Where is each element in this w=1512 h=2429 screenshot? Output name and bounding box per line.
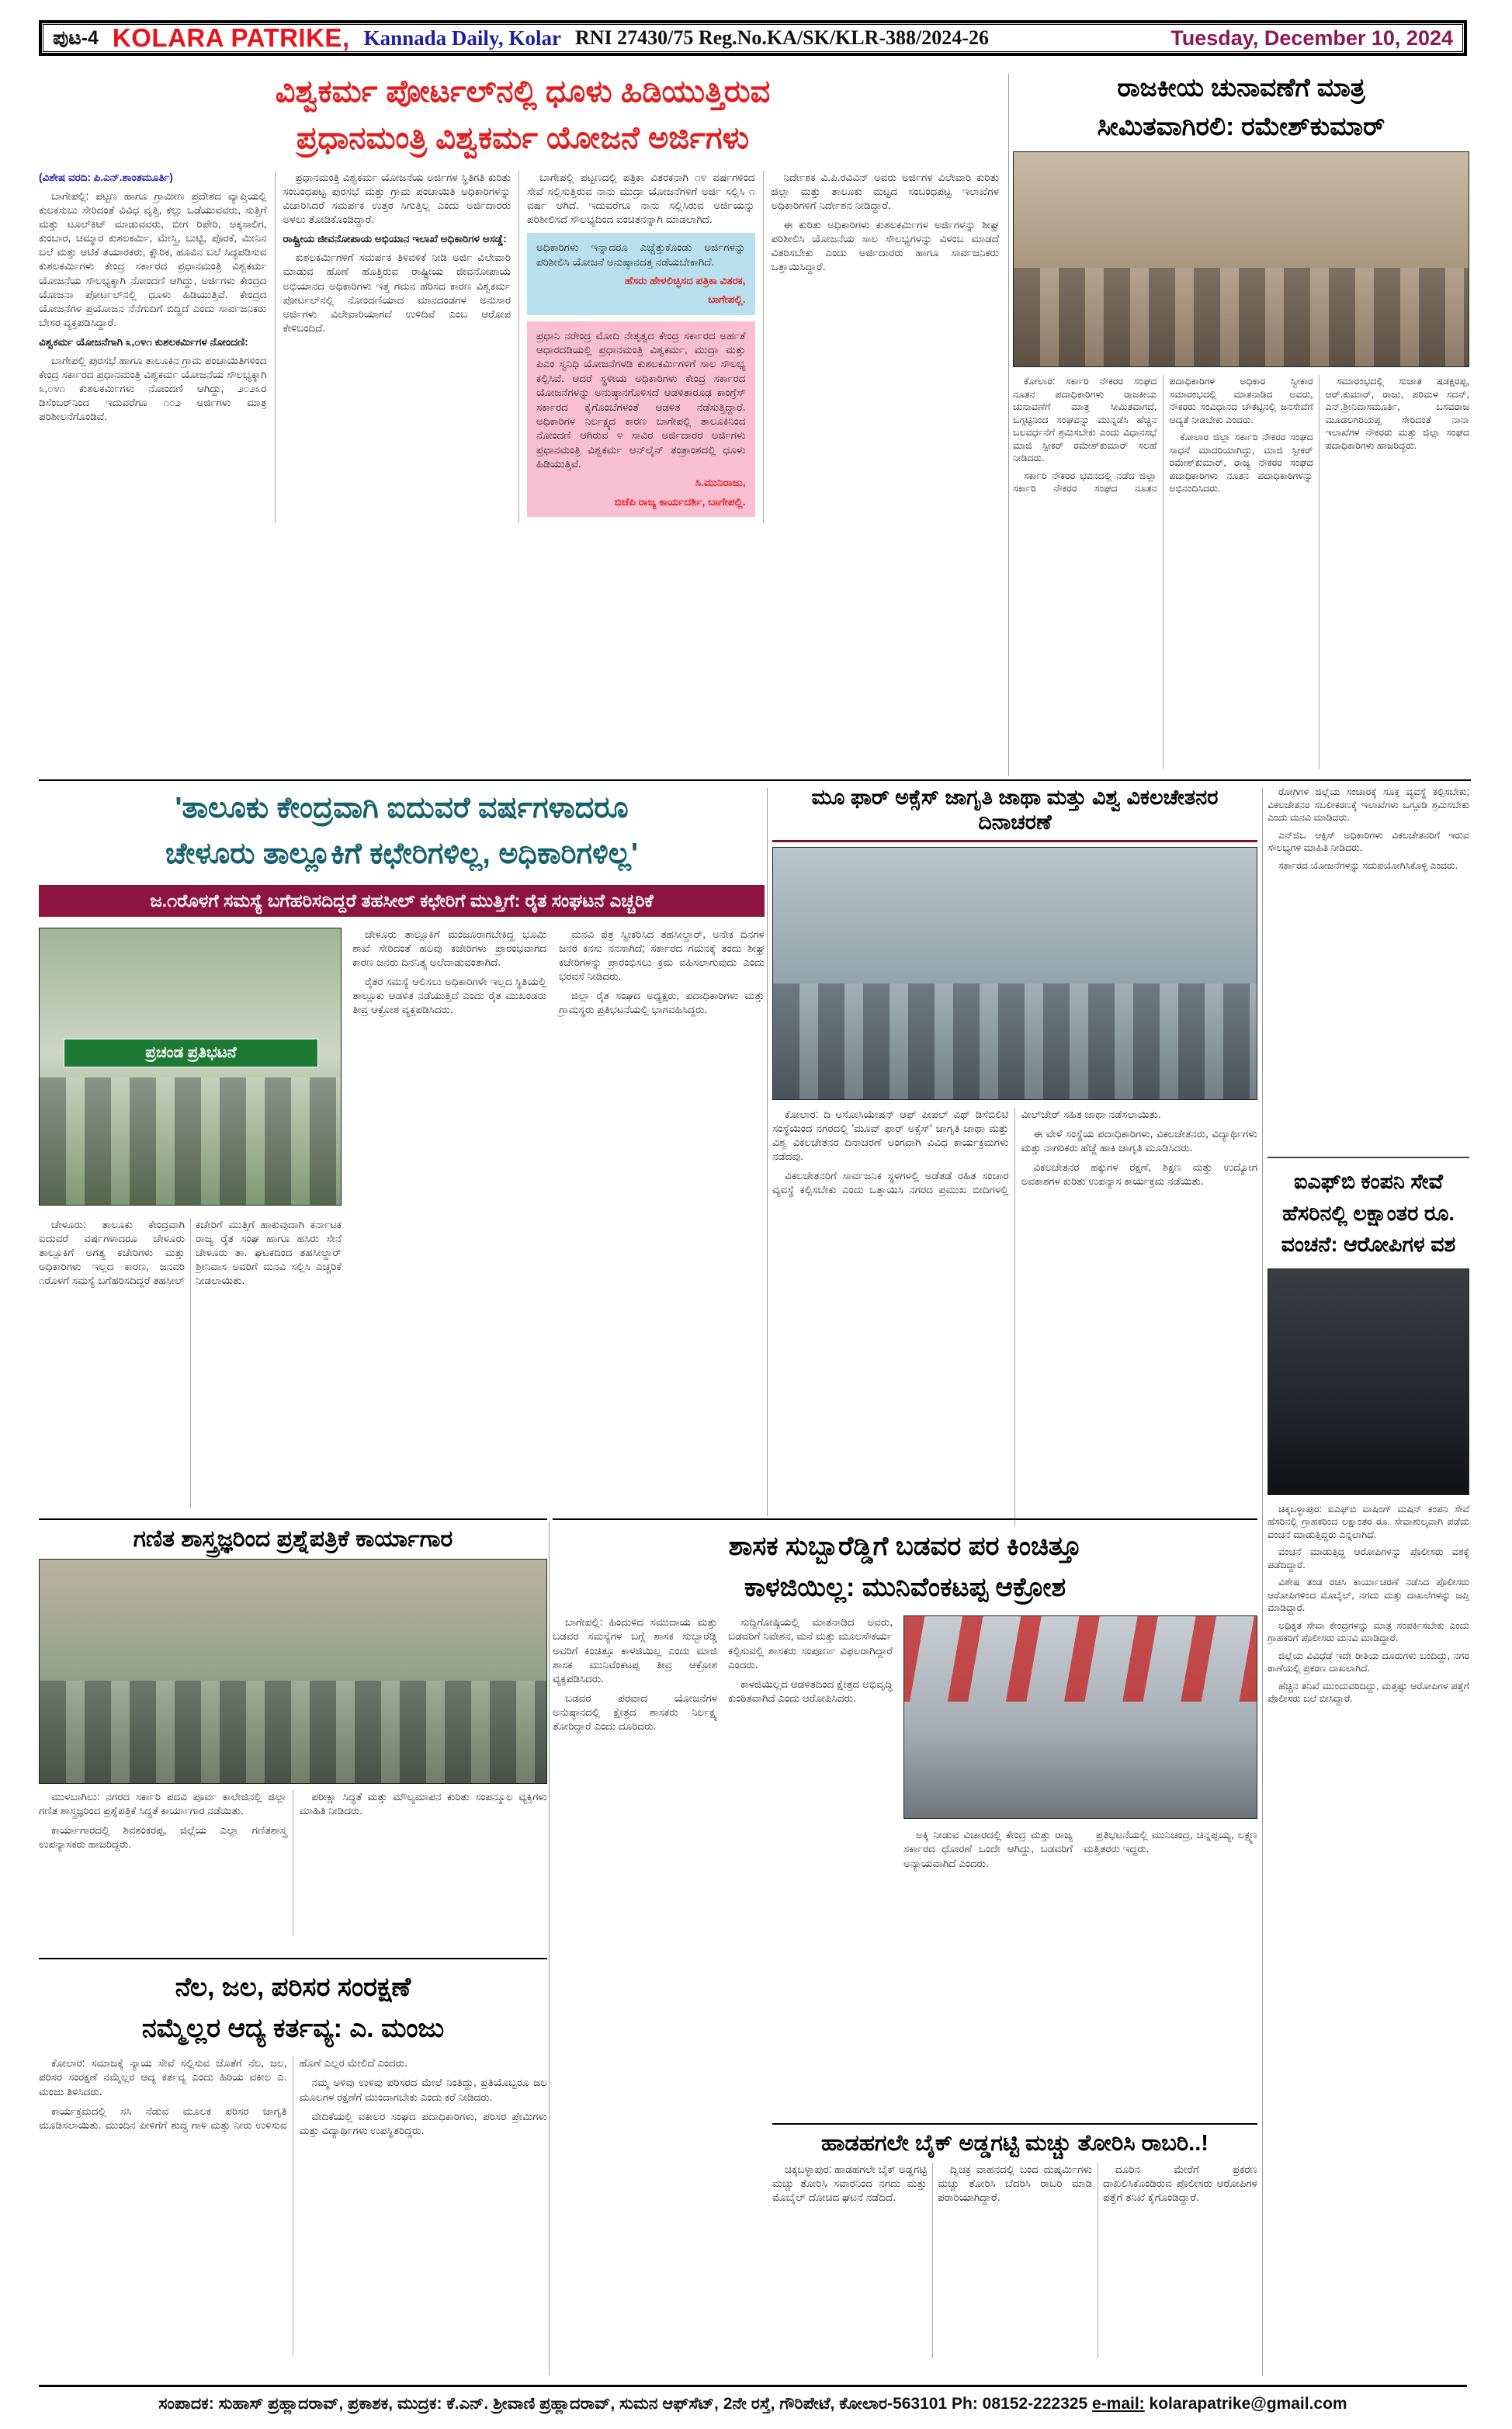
headline-line3: ವಂಚನೆ: ಆರೋಪಿಗಳ ವಶ: [1281, 1233, 1456, 1256]
photo-farmers-protest: [39, 928, 342, 1206]
body-paragraphs: ನಿರ್ದೇಶಕ ವಿ.ಪಿ.ರವಿವಿನ್ ಅವರು ಅರ್ಜಿಗಳ ವಿಲೇವಾರಿ ಕುರಿತು ಜಿಲ್ಲಾ ಮತ್ತು ತಾಲೂಕು ಮಟ್ಟದ ಸಂಬಂಧಪಟ್ಟ ಇಲಾಖೆಗಳ ಅಧಿಕಾರಿಗಳಿಗೆ ನಿರ್ದೇಶನ ನೀಡಿದ್ದಾರೆ. ಈ ಕುರಿತು ಅಧಿಕಾರಿಗಳು ಕುಶಲಕರ್ಮಿಗಳ ಅರ್ಜಿಗಳನ್ನು ಶೀಘ್ರ ಪರಿಶೀಲಿಸಿ ಯೋಜನೆಯ ಸಾಲ ಸೌಲಭ್ಯಗಳನ್ನು ವಿಳಂಬ ಮಾಡದೆ ವಿತರಿಸಬೇಕು ಎಂದು ಅರ್ಜಿದಾರರು ಹಾಗೂ ಸಾರ್ವಜನಿಕರು ಒತ್ತಾಯಿಸಿದ್ದಾರೆ.: [771, 172, 999, 273]
article-manju-headline: [39, 1967, 547, 2049]
headline-line1: 'ತಾಲೂಕು ಕೇಂದ್ರವಾಗಿ ಐದುವರೆ ವರ್ಷಗಳಾದರೂ: [175, 792, 629, 824]
body-paragraphs: ಚಿಕ್ಕಬಳ್ಳಾಪುರ: ಐಎಫ್‌ಬಿ ವಾಷಿಂಗ್ ಮಷಿನ್ ಕಂಪನಿ ಸೇವೆ ಹೆಸರಿನಲ್ಲಿ ಗ್ರಾಹಕರಿಂದ ಲಕ್ಷಾಂತರ ರೂ. ಸೇವಾಶುಲ್ಕವಾಗಿ ಪಡೆದು ವಂಚನೆ ಮಾಡುತ್ತಿದ್ದರು ಎನ್ನಲಾಗಿದೆ. ವಂಚನೆ ಮಾಡುತ್ತಿದ್ದ ಆರೋಪಿಗಳನ್ನು ಪೊಲೀಸರು ವಶಕ್ಕೆ ಪಡೆದಿದ್ದಾರೆ. ವಿಶೇಷ ತಂಡ ರಚಿಸಿ ಕಾರ್ಯಾಚರಣೆ ನಡೆಸಿದ ಪೊಲೀಸರು ಆರೋಪಿಗಳಿಂದ ಮೊಬೈಲ್, ನಗದು ಮತ್ತು ದಾಖಲೆಗಳನ್ನು ಜಪ್ತಿ ಮಾಡಿದ್ದಾರೆ. ಅಧಿಕೃತ ಸೇವಾ ಕೇಂದ್ರಗಳನ್ನು ಮಾತ್ರ ಸಂಪರ್ಕಿಸಬೇಕು ಎಂದು ಗ್ರಾಹಕರಿಗೆ ಪೊಲೀಸರು ಮನವಿ ಮಾಡಿದ್ದಾರೆ. ಜಿಲ್ಲೆಯ ವಿವಿಧೆಡೆ ಇದೇ ರೀತಿಯ ದೂರುಗಳು ಬಂದಿದ್ದು, ನಗರ ಠಾಣೆಯಲ್ಲಿ ಪ್ರಕರಣ ದಾಖಲಾಗಿದೆ. ಹೆಚ್ಚಿನ ತನಿಖೆ ಮುಂದುವರಿದಿದ್ದು, ಮತ್ತಷ್ಟು ಆರೋಪಿಗಳ ಪತ್ತೆಗೆ ಪೊಲೀಸರು ಬಲೆ ಬೀಸಿದ್ದಾರೆ.: [1268, 1503, 1469, 1704]
body-paragraphs: ಪ್ರಧಾನಮಂತ್ರಿ ವಿಶ್ವಕರ್ಮ ಯೋಜನೆಯ ಅರ್ಜಿಗಳ ಸ್ಥಿತಿಗತಿ ಕುರಿತು ಸಂಬಂಧಪಟ್ಟ ಪುರಸಭೆ ಮತ್ತು ಗ್ರಾಮ ಪಂಚಾಯಿತಿ ಅಧಿಕಾರಿಗಳನ್ನು ವಿಚಾರಿಸಿದರೆ ಸಮರ್ಪಕ ಉತ್ತರ ಸಿಗುತ್ತಿಲ್ಲ ಎಂದು ಅರ್ಜಿದಾರರು ಅಳಲು ತೋಡಿಕೊಂಡಿದ್ದಾರೆ.: [283, 172, 511, 226]
body-paragraphs: ಮನವಿ ಪತ್ರ ಸ್ವೀಕರಿಸಿದ ತಹಸೀಲ್ದಾರ್, ಅನೇಕ ದಿನಗಳ ಜನರ ಕನಸು ನನಸಾಗಿದೆ; ಸರ್ಕಾರದ ಗಮನಕ್ಕೆ ತಂದು ಶೀಘ್ರ ಕಚೇರಿಗಳನ್ನು ಪ್ರಾರಂಭಿಸಲು ಕ್ರಮ ವಹಿಸಲಾಗುವುದು ಎಂದು ಭರವಸೆ ನೀಡಿದರು. ಜಿಲ್ಲಾ ರೈತ ಸಂಘದ ಅಧ್ಯಕ್ಷರು, ಪದಾಧಿಕಾರಿಗಳು ಮತ್ತು ಗ್ರಾಮಸ್ಥರು ಪ್ರತಿಭಟನೆಯಲ್ಲಿ ಭಾಗವಹಿಸಿದ್ದರು.: [559, 928, 765, 1016]
section-divider: [39, 779, 1471, 781]
article-chelur-offices: [39, 786, 765, 1511]
article-subbareddy-headline: [553, 1526, 1257, 1608]
body-paragraphs: ಕೋಲಾರ: ದಿ ಅಸೋಸಿಯೇಷನ್ ಆಫ್ ಪೀಪಲ್ ವಿಥ್ ಡಿಸೆಬಿಲಿಟಿ ಸಂಸ್ಥೆಯಿಂದ ನಗರದಲ್ಲಿ 'ಮೂವ್ ಫಾರ್ ಅಕ್ಸೆಸ್' ಜಾಗೃತಿ ಜಾಥಾ ಮತ್ತು ವಿಶ್ವ ವಿಕಲಚೇತನರ ದಿನಾಚರಣೆ ಅಂಗವಾಗಿ ವಿವಿಧ ಕಾರ್ಯಕ್ರಮಗಳು ನಡೆದವು. ವಿಕಲಚೇತನರಿಗೆ ಸಾರ್ವಜನಿಕ ಸ್ಥಳಗಳಲ್ಲಿ ಅಡೆತಡೆ ರಹಿತ ಸಂಚಾರ ವ್ಯವಸ್ಥೆ ಕಲ್ಪಿಸಬೇಕು ಎಂದು ಒತ್ತಾಯಿಸಿ ನಗರದ ಪ್ರಮುಖ ಬೀದಿಗಳಲ್ಲಿ ವೀಲ್‌ಚೇರ್ ಸಹಿತ ಜಾಥಾ ನಡೆಸಲಾಯಿತು. ಈ ವೇಳೆ ಸಂಸ್ಥೆಯ ಪದಾಧಿಕಾರಿಗಳು, ವಿಕಲಚೇತನರು, ವಿದ್ಯಾರ್ಥಿಗಳು ಮತ್ತು ನಾಗರಿಕರು ಹೆಜ್ಜೆ ಹಾಕಿ ಜಾಗೃತಿ ಮೂಡಿಸಿದರು. ವಿಕಲಚೇತನರ ಹಕ್ಕುಗಳ ರಕ್ಷಣೆ, ಶಿಕ್ಷಣ ಮತ್ತು ಉದ್ಯೋಗ ಅವಕಾಶಗಳ ಕುರಿತು ಉಪನ್ಯಾಸ ಕಾರ್ಯಕ್ರಮ ನಡೆಯಿತು.: [772, 1109, 1257, 1196]
quote-attribution-role: ಬಿಜೆಪಿ ರಾಜ್ಯ ಕಾರ್ಯದರ್ಶಿ, ಬಾಗೇಪಲ್ಲಿ.: [614, 495, 746, 508]
quote-box-bjp-secretary: [527, 321, 755, 517]
paper-subtitle: Kannada Daily, Kolar: [363, 26, 561, 50]
article-column: [39, 171, 275, 523]
imprint-text: ಸಂಪಾದಕ: ಸುಹಾಸ್ ಪ್ರಹ್ಲಾದರಾವ್, ಪ್ರಕಾಶಕ, ಮುದ್ರಕ: ಕೆ.ಎನ್. ಶ್ರೀವಾಣಿ ಪ್ರಹ್ಲಾದರಾವ್, ಸುಮನ ಆಫ್‌ಸೆಟ್, 2ನೇ ರಸ್ತೆ, ಗೌರಿಪೇಟೆ, ಕೋಲಾರ-563101: [158, 2395, 948, 2413]
headline-line2: ಕಾಳಜಿಯಿಲ್ಲ: ಮುನಿವೆಂಕಟಪ್ಪ ಆಕ್ರೋಶ: [744, 1572, 1066, 1602]
protest-banner-text: ಪ್ರಚಂಡ ಪ್ರತಿಭಟನೆ: [64, 1039, 318, 1067]
quote-text: ಪ್ರಧಾನಿ ನರೇಂದ್ರ ಮೋದಿ ನೇತೃತ್ವದ ಕೇಂದ್ರ ಸರ್ಕಾರದ ಅರ್ಹತೆ ಆಧಾರದಡಿಯಲ್ಲಿ ಪ್ರಧಾನಮಂತ್ರಿ ವಿಶ್ವಕರ್ಮ, ಮುದ್ರಾ ಮತ್ತು ಪಿಎಂ ಸ್ವನಿಧಿ ಯೋಜನೆಗಳಡಿ ಕುಶಲಕರ್ಮಿಗಳಿಗೆ ಸಾಲ ಸೌಲಭ್ಯ ಕಲ್ಪಿಸಿವೆ. ಆದರೆ ಸ್ಥಳೀಯ ಅಧಿಕಾರಿಗಳು ಕೇಂದ್ರ ಸರ್ಕಾರದ ಯೋಜನೆಗಳನ್ನು ಅನುಷ್ಠಾನಗೊಳಿಸದೆ ಆಡಳಿತಾರೂಢ ಕಾಂಗ್ರೆಸ್ ಸರ್ಕಾರದ ಕೈಗೊಂಬೆಗಳಂತೆ ಆಡಳಿತ ನಡೆಸುತ್ತಿದ್ದಾರೆ. ಅಧಿಕಾರಿಗಳ ನಿರ್ಲಕ್ಷ್ಯದ ಕಾರಣ ಬಾಗೇಪಲ್ಲಿ ತಾಲೂಕಿನಿಂದ ನೋಂದಣಿ ಆಗಿರುವ ೪ ಸಾವಿರ ಅರ್ಜಿದಾರರ ಅರ್ಜಿಗಳು ಪ್ರಧಾನಮಂತ್ರಿ ವಿಶ್ವಕರ್ಮ ಆನ್‌ಲೈನ್ ತಂತ್ರಾಂಶದಲ್ಲಿ ಧೂಳು ಹಿಡಿಯುತ್ತಿವೆ.: [536, 329, 746, 470]
article-subbareddy: [553, 1518, 1257, 2112]
sub-headline: ರಾಷ್ಟ್ರೀಯ ಜೀವನೋಪಾಯ ಅಭಿಯಾನ ಇಲಾಖೆ ಅಧಿಕಾರಿಗಳ ಅಸಡ್ಡೆ:: [283, 233, 507, 245]
article-vishwakarma-headline: [39, 68, 1007, 161]
article-vishwakarma: [39, 68, 1007, 523]
paper-name: KOLARA PATRIKE,: [112, 23, 350, 52]
quote-attribution: ಸಿ.ಮುನಿರಾಜು,: [695, 477, 746, 489]
article-ramesh-kumar: [1013, 68, 1469, 769]
article-ifb-headline: [1268, 1166, 1469, 1261]
headline-rule: [772, 840, 1257, 842]
photo-red-flag-protest: [903, 1615, 1257, 1819]
headline-line2: ಪ್ರಧಾನಮಂತ್ರಿ ವಿಶ್ವಕರ್ಮ ಯೋಜನೆ ಅರ್ಜಿಗಳು: [296, 121, 750, 155]
article-chelur-headline: [39, 786, 765, 877]
body-paragraphs: ಕೋಲಾರ: ಸಮಾಜಕ್ಕೆ ನ್ಯಾಯ ಸೇವೆ ಸಲ್ಲಿಸುವ ಜೊತೆಗೆ ನೆಲ, ಜಲ, ಪರಿಸರ ಸಂರಕ್ಷಣೆ ನಮ್ಮೆಲ್ಲರ ಆದ್ಯ ಕರ್ತವ್ಯ ಎಂದು ಹಿರಿಯ ವಕೀಲ ಎ. ಮಂಜು ತಿಳಿಸಿದರು. ಕಾರ್ಯಕ್ರಮದಲ್ಲಿ ಸಸಿ ನೆಡುವ ಮೂಲಕ ಪರಿಸರ ಜಾಗೃತಿ ಮೂಡಿಸಲಾಯಿತು. ಮುಂದಿನ ಪೀಳಿಗೆಗೆ ಶುದ್ಧ ಗಾಳಿ ಮತ್ತು ನೀರು ಉಳಿಸುವ ಹೊಣೆ ಎಲ್ಲರ ಮೇಲಿದೆ ಎಂದರು. ನಮ್ಮ ಅಳಿವು ಉಳಿವು ಪರಿಸರದ ಮೇಲೆ ನಿಂತಿದ್ದು, ಪ್ರತಿಯೊಬ್ಬರೂ ಜಲ ಮೂಲಗಳ ರಕ್ಷಣೆಗೆ ಮುಂದಾಗಬೇಕು ಎಂದು ಕರೆ ನೀಡಿದರು. ವೇದಿಕೆಯಲ್ಲಿ ವಕೀಲರ ಸಂಘದ ಪದಾಧಿಕಾರಿಗಳು, ಪರಿಸರ ಪ್ರೇಮಿಗಳು ಮತ್ತು ವಿದ್ಯಾರ್ಥಿಗಳು ಉಪಸ್ಥಿತರಿದ್ದರು.: [39, 2057, 547, 2136]
column-divider: [1262, 788, 1263, 2375]
article-math-headline: ಗಣಿತ ಶಾಸ್ತ್ರಜ್ಞರಿಂದ ಪ್ರಶ್ನೆಪತ್ರಿಕೆ ಕಾರ್ಯಾಗಾರ: [133, 1526, 453, 1552]
article-access-headline: ಮೂ ಫಾರ್ ಅಕ್ಸೆಸ್ ಜಾಗೃತಿ ಜಾಥಾ ಮತ್ತು ವಿಶ್ವ ವಿಕಲಚೇತನರ ದಿನಾಚರಣೆ: [811, 786, 1219, 834]
body-paragraphs: ಚೇಳೂರು: ತಾಲೂಕು ಕೇಂದ್ರವಾಗಿ ಐದುವರೆ ವರ್ಷಗಳಾದರೂ ಚೇಳೂರು ತಾಲ್ಲೂಕಿಗೆ ಅಗತ್ಯ ಕಚೇರಿಗಳು ಮತ್ತು ಅಧಿಕಾರಿಗಳು ಇಲ್ಲದ ಕಾರಣ, ಜನವರಿ ೧ರೊಳಗೆ ಸಮಸ್ಯೆ ಬಗೆಹರಿಸದಿದ್ದರೆ ತಹಸೀಲ್ ಕಚೇರಿಗೆ ಮುತ್ತಿಗೆ ಹಾಕುವುದಾಗಿ ಕರ್ನಾಟಕ ರಾಜ್ಯ ರೈತ ಸಂಘ ಹಾಗೂ ಹಸಿರು ಸೇನೆ ಚೇಳೂರು ತಾ. ಘಟಕದಿಂದ ತಹಸೀಲ್ದಾರ್ ಶ್ರೀನಿವಾಸ ಅವರಿಗೆ ಮನವಿ ಸಲ್ಲಿಸಿ ಎಚ್ಚರಿಕೆ ನೀಡಲಾಯಿತು.: [39, 1218, 342, 1287]
column-divider: [1008, 74, 1009, 776]
headline-line2: ಚೇಳೂರು ತಾಲ್ಲೂಕಿಗೆ ಕಛೇರಿಗಳಿಲ್ಲ, ಅಧಿಕಾರಿಗಳಿಲ್ಲ': [165, 837, 638, 870]
rni-registration: RNI 27430/75 Reg.No.KA/SK/KLR-388/2024-26: [574, 26, 989, 49]
body-paragraphs: ಬಾಗೇಪಲ್ಲಿ: ಪಟ್ಟಣ ಹಾಗೂ ಗ್ರಾಮೀಣ ಪ್ರದೇಶದ ವ್ಯಾಪ್ತಿಯಲ್ಲಿ ಕುಲಕಸುಬು ಸೇರಿದಂತೆ ವಿವಿಧ ವೃತ್ತಿ, ಕಲ್ಲು ಒಡೆಯುವವರು, ಸುತ್ತಿಗೆ ಮತ್ತು ಟೂಲ್‌ಕಿಟ್ ಮಾಡುವವರು, ಬೀಗ ರಿಪೇರಿ, ಅಕ್ಕಸಾಲಿಗ, ಕುಂಬಾರ, ಚಮ್ಮಾರ ಕುಶಲಕರ್ಮಿ, ಮೇಸ್ತ್ರಿ, ಬುಟ್ಟಿ, ಪೊರಕೆ, ಮೀನಿನ ಬಲೆ ಮತ್ತು ಆಟಿಕೆ ತಯಾರಕರು, ಕ್ಷೌರಿಕ, ಹೂವಿನ ಬಲೆ ಸಿದ್ಧಪಡಿಸುವ ಕುಶಲಕರ್ಮಿಗಳು ಕೇಂದ್ರ ಸರ್ಕಾರದ ಪ್ರಧಾನಮಂತ್ರಿ ವಿಶ್ವಕರ್ಮ ಯೋಜನೆಯ ಸೌಲಭ್ಯಕ್ಕಾಗಿ ನೋಂದಣಿ ಆಗಿದ್ದು, ಅರ್ಜಿಗಳು ಕೇಂದ್ರದ ಯೋಜನಾ ಪೋರ್ಟಲ್‌ನಲ್ಲಿ ಧೂಳು ಹಿಡಿಯುತ್ತಿವೆ. ಕೇಂದ್ರದ ಯೋಜನೆಗಳ ಪ್ರಯೋಜನ ನೆನೆಗುದಿಗೆ ಬಿದ್ದಿದೆ ಎಂದು ಸಾರ್ವಜನಿಕರು ಬೇಸರ ವ್ಯಕ್ತಪಡಿಸಿದ್ದಾರೆ.: [39, 190, 267, 328]
headline-line1: ನೆಲ, ಜಲ, ಪರಿಸರ ಸಂರಕ್ಷಣೆ: [175, 1973, 411, 2002]
photo-workshop-sapling: [39, 1559, 547, 1784]
body-paragraphs: ಬಾಗೇಪಲ್ಲಿ ಪಟ್ಟಣದಲ್ಲಿ ಪತ್ರಿಕಾ ವಿತರಕನಾಗಿ ೧೪ ವರ್ಷಗಳಿಂದ ಸೇವೆ ಸಲ್ಲಿಸುತ್ತಿರುವ ನಾನು ಮುದ್ರಾ ಯೋಜನೆಗಳಿಗೆ ಅರ್ಜಿ ಸಲ್ಲಿಸಿ ೧ ವರ್ಷ ಆಗಿದೆ. ಇದುವರೆಗೂ ನಾನು ಸಲ್ಲಿಸಿರುವ ಅರ್ಜಿಯನ್ನು ಪರಿಶೀಲಿಸದೆ ಸೌಲಭ್ಯದಿಂದ ವಂಚಿತನನ್ನಾಗಿ ಮಾಡಲಾಗಿದೆ.: [527, 172, 755, 226]
column-divider: [549, 1522, 550, 2375]
photo-accused-custody: [1268, 1268, 1469, 1495]
body-paragraphs: ಅಕ್ಕಿ ನೀಡುವ ವಿಚಾರದಲ್ಲಿ ಕೇಂದ್ರ ಮತ್ತು ರಾಜ್ಯ ಸರ್ಕಾರದ ಧೋರಣೆ ಒಂದೇ ಆಗಿದ್ದು, ಬಡವರಿಗೆ ಅನ್ಯಾಯವಾಗಿದೆ ಎಂದರು.: [903, 1829, 1073, 1869]
body-paragraphs: ಚೇಳೂರು ತಾಲ್ಲೂಕಿಗೆ ಮಂಜೂರಾಗಬೇಕಿದ್ದ ಭೂಮಿ ಶಾಖೆ ಸೇರಿದಂತೆ ಹಲವು ಕಚೇರಿಗಳು ಪ್ರಾರಂಭವಾಗದ ಕಾರಣ ಜನರು ದಿನನಿತ್ಯ ಅಲೆದಾಡುವಂತಾಗಿದೆ. ರೈತರ ಸಮಸ್ಯೆ ಆಲಿಸಲು ಅಧಿಕಾರಿಗಳೇ ಇಲ್ಲದ ಸ್ಥಿತಿಯಲ್ಲಿ ತಾಲ್ಲೂಕು ಆಡಳಿತ ನಡೆಯುತ್ತಿದೆ ಎಂದು ರೈತ ಮುಖಂಡರು ತೀವ್ರ ಆಕ್ರೋಶ ವ್ಯಕ್ತಪಡಿಸಿದರು.: [352, 928, 546, 1016]
masthead: [39, 20, 1467, 56]
headline-line1: ರಾಜಕೀಯ ಚುನಾವಣೆಗೆ ಮಾತ್ರ: [1117, 73, 1365, 102]
article-column: [763, 171, 1007, 523]
headline-line2: ನಮ್ಮೆಲ್ಲರ ಆದ್ಯ ಕರ್ತವ್ಯ: ಎ. ಮಂಜು: [141, 2013, 445, 2043]
imprint-line: [39, 2385, 1467, 2413]
article-manju-environment: [39, 1958, 547, 2356]
sub-headline-bar: ಜ.೧ರೊಳಗೆ ಸಮಸ್ಯೆ ಬಗೆಹರಿಸದಿದ್ದರೆ ತಹಸೀಲ್ ಕಛೇರಿಗೆ ಮುತ್ತಿಗೆ: ರೈತ ಸಂಘಟನೆ ಎಚ್ಚರಿಕೆ: [39, 885, 765, 917]
body-paragraphs: ಚಿಕ್ಕಬಳ್ಳಾಪುರ: ಹಾಡಹಗಲೇ ಬೈಕ್ ಅಡ್ಡಗಟ್ಟಿ ಮಚ್ಚು ತೋರಿಸಿ ಸವಾರನಿಂದ ನಗದು ಮತ್ತು ಮೊಬೈಲ್ ದೋಚಿದ ಘಟನೆ ನಡೆದಿದೆ. ದ್ವಿಚಕ್ರ ವಾಹನದಲ್ಲಿ ಬಂದ ದುಷ್ಕರ್ಮಿಗಳು ಮಚ್ಚು ತೋರಿಸಿ ಬೆದರಿಸಿ ರಾಬರಿ ಮಾಡಿ ಪರಾರಿಯಾಗಿದ್ದಾರೆ. ದೂರಿನ ಮೇರೆಗೆ ಪ್ರಕರಣ ದಾಖಲಿಸಿಕೊಂಡಿರುವ ಪೊಲೀಸರು ಆರೋಪಿಗಳ ಪತ್ತೆಗೆ ತನಿಖೆ ಕೈಗೊಂಡಿದ್ದಾರೆ.: [772, 2164, 1257, 2204]
article-column: [275, 171, 519, 523]
photo-felicitation-group: [1013, 151, 1469, 367]
quote-attribution-place: ಬಾಗೇಪಲ್ಲಿ.: [708, 293, 746, 306]
article-bike-robbery: [772, 2123, 1257, 2358]
quote-text: ಅಧಿಕಾರಿಗಳು ಇನ್ನಾದರೂ ಎಚ್ಚೆತ್ತುಕೊಂಡು ಅರ್ಜಿಗಳನ್ನು ಪರಿಶೀಲಿಸಿ ಯೋಜನೆ ಅನುಷ್ಠಾನದತ್ತ ನಡೆಯಬೇಕಾಗಿದೆ.: [536, 241, 746, 268]
sub-headline: ವಿಶ್ವಕರ್ಮ ಯೋಜನೆಗಾಗಿ ೩,೦೪೧ ಕುಶಲಕರ್ಮಿಗಳ ನೋಂದಣಿ:: [39, 335, 248, 348]
page-number-label: ಪುಟ-4: [53, 26, 99, 49]
right-rail: [1268, 786, 1469, 2347]
headline-line2: ಹೆಸರಿನಲ್ಲಿ ಲಕ್ಷಾಂತರ ರೂ.: [1282, 1201, 1455, 1225]
column-divider: [767, 788, 768, 1516]
body-paragraphs: ಪ್ರತಿಭಟನೆಯಲ್ಲಿ ಮುನಿಚಂದ್ರ, ಚಿನ್ನಪ್ಪಯ್ಯ, ಲಕ್ಷ್ಮಣ ಮತ್ತಿತರರು ಇದ್ದರು.: [1084, 1829, 1257, 1855]
quote-box-distributor: [527, 233, 755, 314]
body-paragraphs: ಬಾಗೇಪಲ್ಲಿ: ಹಿಂದುಳಿದ ಸಮುದಾಯ ಮತ್ತು ಬಡವರ ಸಮಸ್ಯೆಗಳ ಬಗ್ಗೆ ಶಾಸಕ ಸುಬ್ಬಾರೆಡ್ಡಿ ಅವರಿಗೆ ಕಿಂಚಿತ್ತೂ ಕಾಳಜಿಯಿಲ್ಲ ಎಂದು ಮಾಜಿ ಶಾಸಕ ಮುನಿವೆಂಕಟಪ್ಪ ತೀವ್ರ ಆಕ್ರೋಶ ವ್ಯಕ್ತಪಡಿಸಿದರು. ಬಡವರ ಪರವಾದ ಯೋಜನೆಗಳ ಅನುಷ್ಠಾನದಲ್ಲಿ ಕ್ಷೇತ್ರದ ಶಾಸಕರು ನಿರ್ಲಕ್ಷ್ಯ ತೋರಿದ್ದಾರೆ ಎಂದು ದೂರಿದರು.: [553, 1616, 717, 1732]
body-paragraphs: ಕುಶಲಕರ್ಮಿಗಳಿಗೆ ಸಮರ್ಪಕ ತಿಳಿವಳಿಕೆ ನೀಡಿ ಅರ್ಜಿ ವಿಲೇವಾರಿ ಮಾಡುವ ಹೊಣೆ ಹೊತ್ತಿರುವ ರಾಷ್ಟ್ರೀಯ ಜೀವನೋಪಾಯ ಅಭಿಯಾನದ ಅಧಿಕಾರಿಗಳು ಇತ್ತ ಗಮನ ಹರಿಸದ ಕಾರಣ ವಿಶ್ವಕರ್ಮ ಪೋರ್ಟಲ್‌ನಲ್ಲಿ ನೋಂದಣಿಯಾದ ಮಾನದಂಡಗಳ ಅನುಸಾರ ಅರ್ಜಿಗಳು ವಿಲೇವಾರಿಯಾಗದೆ ಉಳಿದಿವೆ ಎಂಬ ಆರೋಪ ಕೇಳಿಬಂದಿದೆ.: [283, 252, 511, 334]
headline-line1: ಶಾಸಕ ಸುಬ್ಬಾರೆಡ್ಡಿಗೆ ಬಡವರ ಪರ ಕಿಂಚಿತ್ತೂ: [728, 1532, 1082, 1561]
issue-date: Tuesday, December 10, 2024: [1170, 26, 1453, 50]
body-paragraphs: ಮುಳಬಾಗಿಲು: ನಗರದ ಸರ್ಕಾರಿ ಪದವಿ ಪೂರ್ವ ಕಾಲೇಜಿನಲ್ಲಿ ಜಿಲ್ಲಾ ಗಣಿತ ಶಾಸ್ತ್ರಜ್ಞರಿಂದ ಪ್ರಶ್ನೆಪತ್ರಿಕೆ ಸಿದ್ಧತೆ ಕಾರ್ಯಾಗಾರ ನಡೆಯಿತು. ಕಾರ್ಯಾಗಾರದಲ್ಲಿ ಶಿವಶಂಕರಪ್ಪ, ಜಿಲ್ಲೆಯ ಎಲ್ಲಾ ಗಣಿತಶಾಸ್ತ್ರ ಉಪನ್ಯಾಸಕರು ಹಾಜರಿದ್ದರು. ಪರೀಕ್ಷಾ ಸಿದ್ಧತೆ ಮತ್ತು ಮೌಲ್ಯಮಾಪನ ಕುರಿತು ಸಂಪನ್ಮೂಲ ವ್ಯಕ್ತಿಗಳು ಮಾಹಿತಿ ನೀಡಿದರು.: [39, 1791, 547, 1851]
body-paragraphs: ಬಾಗೇಪಲ್ಲಿ ಪುರಸಭೆ ಹಾಗೂ ತಾಲೂಕಿನ ಗ್ರಾಮ ಪಂಚಾಯಿತಿಗಳಿಂದ ಕೇಂದ್ರ ಸರ್ಕಾರದ ಪ್ರಧಾನಮಂತ್ರಿ ವಿಶ್ವಕರ್ಮ ಯೋಜನೆಯ ಸೌಲಭ್ಯಕ್ಕಾಗಿ ೩,೦೪೧ ಕುಶಲಕರ್ಮಿಗಳು ನೋಂದಣಿ ಆಗಿದ್ದು, ೨೦೨೩ರ ಡಿಸೆಂಬರ್‌ನಿಂದ ಇದುವರೆಗೂ ೧೦೨ ಅರ್ಜಿಗಳು ಮಾತ್ರ ಪರಿಶೀಲನೆಗೊಂಡಿವೆ.: [39, 354, 267, 423]
imprint-phone: Ph: 08152-222325: [952, 2395, 1088, 2413]
photo-wheelchair-jatha: [772, 847, 1257, 1100]
headline-line2: ಸೀಮಿತವಾಗಿರಲಿ: ರಮೇಶ್‌ಕುಮಾರ್: [1097, 111, 1385, 141]
article-column: [518, 171, 763, 523]
quote-attribution: ಹೆಸರು ಹೇಳಲಿಚ್ಛಿಸದ ಪತ್ರಿಕಾ ವಿತರಕ,: [624, 275, 746, 287]
headline-line1: ವಿಶ್ವಕರ್ಮ ಪೋರ್ಟಲ್‌ನಲ್ಲಿ ಧೂಳು ಹಿಡಿಯುತ್ತಿರುವ: [275, 75, 771, 109]
article-move-for-access: [772, 786, 1257, 1527]
article-robbery-headline: ಹಾಡಹಗಲೇ ಬೈಕ್ ಅಡ್ಡಗಟ್ಟಿ ಮಚ್ಚು ತೋರಿಸಿ ರಾಬರಿ..!: [821, 2131, 1209, 2156]
article-math-workshop: [39, 1518, 547, 1936]
section-divider: [1268, 1157, 1469, 1158]
body-paragraphs: ರೋಗಿಗಳ ಜಿಲ್ಲೆಯ ಸಂಚಾರಕ್ಕೆ ಸೂಕ್ತ ವ್ಯವಸ್ಥೆ ಕಲ್ಪಿಸಬೇಕು; ವಿಕಲಚೇತನರ ಸಬಲೀಕರಣಕ್ಕೆ ಇಲಾಖೆಗಳು ಒಗ್ಗೂಡಿ ಶ್ರಮಿಸಬೇಕು ಎಂದು ಮನವಿ ಮಾಡಿದರು. ಎನ್‌ಜಿಒ ಆಕ್ಸಿಸ್ ಅಧಿಕಾರಿಗಳು ವಿಕಲಚೇತನರಿಗೆ ಇರುವ ಸೌಲಭ್ಯಗಳ ಮಾಹಿತಿ ನೀಡಿದರು. ಸರ್ಕಾರದ ಯೋಜನೆಗಳನ್ನು ಸದುಪಯೋಗಿಸಿಕೊಳ್ಳಿ ಎಂದರು.: [1268, 786, 1469, 871]
headline-line1: ಐಎಫ್‌ಬಿ ಕಂಪನಿ ಸೇವೆ: [1293, 1170, 1444, 1193]
body-paragraphs: ಕೋಲಾರ: ಸರ್ಕಾರಿ ನೌಕರರ ಸಂಘದ ನೂತನ ಪದಾಧಿಕಾರಿಗಳು ರಾಜಕೀಯ ಚುನಾವಣೆಗೆ ಮಾತ್ರ ಸೀಮಿತವಾಗದೆ, ಒಗ್ಗಟ್ಟಿನಿಂದ ಸಂಘವನ್ನು ಮುನ್ನಡೆಸಿ ಹೆಚ್ಚಿನ ಬಲವರ್ಧನೆಗೆ ಶ್ರಮಿಸಬೇಕು ಎಂದು ವಿಧಾನಸಭೆ ಮಾಜಿ ಸ್ಪೀಕರ್ ರಮೇಶ್‌ಕುಮಾರ್ ಸಲಹೆ ನೀಡಿದರು. ಸರ್ಕಾರಿ ನೌಕರರ ಭವನದಲ್ಲಿ ನಡೆದ ಜಿಲ್ಲಾ ಸರ್ಕಾರಿ ನೌಕರರ ಸಂಘದ ನೂತನ ಪದಾಧಿಕಾರಿಗಳ ಅಧಿಕಾರ ಸ್ವೀಕಾರ ಸಮಾರಂಭದಲ್ಲಿ ಮಾತನಾಡಿದ ಅವರು, ನೌಕರರು ಸಂವಿಧಾನದ ಚೌಕಟ್ಟಿನಲ್ಲಿ ಜನಸೇವೆಗೆ ಆದ್ಯತೆ ನೀಡಬೇಕು ಎಂದರು. ಕೋಲಾರ ಜಿಲ್ಲಾ ಸರ್ಕಾರಿ ನೌಕರರ ಸಂಘದ ಸಾಧನೆ ಮಾದರಿಯಾಗಿದ್ದು, ಮಾಜಿ ಸ್ಪೀಕರ್ ರಮೇಶ್‌ಕುಮಾರ್, ರಾಜ್ಯ ನೌಕರರ ಸಂಘದ ಪದಾಧಿಕಾರಿಗಳು ನೂತನ ಪದಾಧಿಕಾರಿಗಳನ್ನು ಅಭಿನಂದಿಸಿದರು. ಸಮಾರಂಭದಲ್ಲಿ ಸುಜಾತ ಷಡಕ್ಷರಪ್ಪ, ಆರ್.ಕುಮಾರ್, ರಾಜು, ಪರಿಮಳ ಸದನ್, ಎನ್.ಶ್ರೀನಿವಾಸಮೂರ್ತಿ, ಬಸವರಾಜ ಮೂಡಲಗಿರಿಯಪ್ಪ ಸೇರಿದಂತೆ ನಾನಾ ಇಲಾಖೆಗಳ ನೌಕರರು ಮತ್ತು ಜಿಲ್ಲಾ ಸಂಘದ ಪದಾಧಿಕಾರಿಗಳು ಹಾಜರಿದ್ದರು.: [1013, 376, 1469, 494]
email-label: e-mail:: [1091, 2395, 1145, 2413]
body-paragraphs: ಸುದ್ದಿಗೋಷ್ಠಿಯಲ್ಲಿ ಮಾತನಾಡಿದ ಅವರು, ಬಡವರಿಗೆ ನಿವೇಶನ, ಮನೆ ಮತ್ತು ಮೂಲಸೌಕರ್ಯ ಕಲ್ಪಿಸುವಲ್ಲಿ ಶಾಸಕರು ಸಂಪೂರ್ಣ ವಿಫಲರಾಗಿದ್ದಾರೆ ಎಂದರು. ಕಾಳಜಿಯಿಲ್ಲದ ಆಡಳಿತದಿಂದ ಕ್ಷೇತ್ರದ ಅಭಿವೃದ್ಧಿ ಕುಂಠಿತವಾಗಿದೆ ಎಂದು ಆರೋಪಿಸಿದರು.: [728, 1616, 893, 1704]
email-address: kolarapatrike@gmail.com: [1149, 2395, 1347, 2413]
byline: (ವಿಶೇಷ ವರದಿ: ಪಿ.ಎನ್.ಶಾಂತಮೂರ್ತಿ): [39, 172, 173, 183]
article-ramesh-headline: [1013, 68, 1469, 145]
